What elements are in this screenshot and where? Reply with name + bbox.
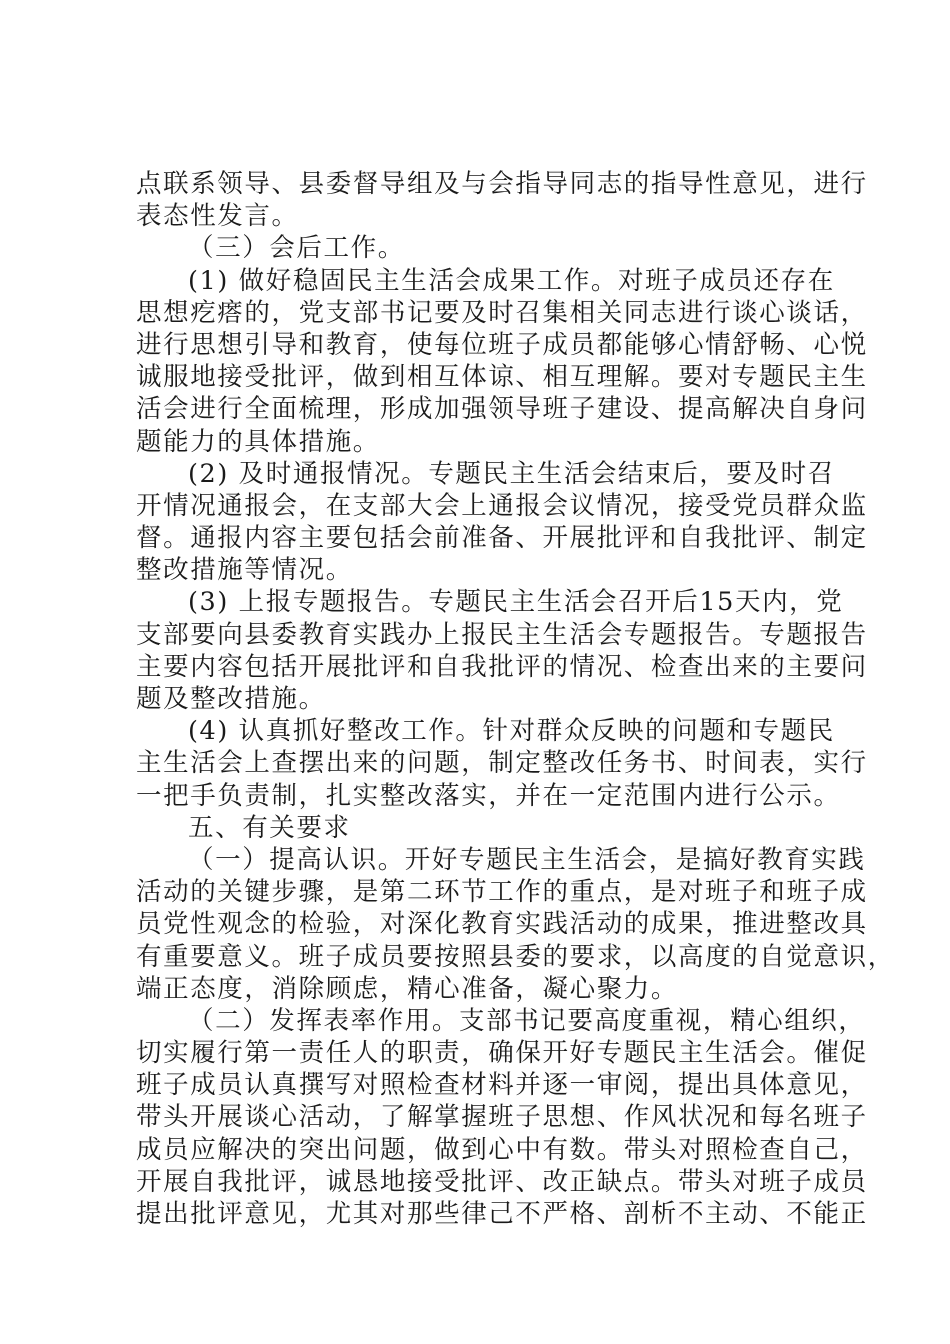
text-line: （一）提高认识。开好专题民主生活会，是搞好教育实践 <box>188 844 866 875</box>
text-line: 活动的关键步骤，是第二环节工作的重点，是对班子和班子成 <box>136 877 868 908</box>
text-line: 题及整改措施。 <box>136 684 326 714</box>
text-line: （三）会后工作。 <box>188 233 405 264</box>
text-line: (4) 认真抓好整改工作。针对群众反映的问题和专题民 <box>188 716 835 747</box>
text-line: 思想疙瘩的，党支部书记要及时召集相关同志进行谈心谈话， <box>136 297 868 328</box>
text-line: 主生活会上查摆出来的问题，制定整改任务书、时间表，实行 <box>136 748 868 779</box>
text-line: 督。通报内容主要包括会前准备、开展批评和自我批评、制定 <box>136 523 868 554</box>
text-line: 提出批评意见，尤其对那些律己不严格、剖析不主动、不能正 <box>136 1199 868 1229</box>
text-line: 题能力的具体措施。 <box>136 426 380 457</box>
text-line: (3) 上报专题报告。专题民主生活会召开后15天内，党 <box>188 587 844 618</box>
text-line: 班子成员认真撰写对照检查材料并逐一审阅，提出具体意见， <box>136 1070 868 1101</box>
text-line: 开展自我批评，诚恳地接受批评、改正缺点。带头对班子成员 <box>136 1166 868 1197</box>
text-line: （二）发挥表率作用。支部书记要高度重视，精心组织， <box>188 1005 866 1036</box>
text-line: 带头开展谈心活动，了解掌握班子思想、作风状况和每名班子 <box>136 1102 868 1133</box>
document-body <box>136 168 895 1230</box>
text-line: (2) 及时通报情况。专题民主生活会结束后，要及时召 <box>188 458 835 489</box>
text-line: 支部要向县委教育实践办上报民主生活会专题报告。专题报告 <box>136 619 868 650</box>
text-line: 成员应解决的突出问题，做到心中有数。带头对照检查自己， <box>136 1134 868 1165</box>
text-line: 有重要意义。班子成员要按照县委的要求，以高度的自觉意识， <box>136 941 895 972</box>
text-line: 一把手负责制，扎实整改落实，并在一定范围内进行公示。 <box>136 780 841 811</box>
text-line: 端正态度，消除顾虑，精心准备，凝心聚力。 <box>136 973 679 1004</box>
text-line: 诚服地接受批评，做到相互体谅、相互理解。要对专题民主生 <box>136 362 868 393</box>
text-line: (1) 做好稳固民主生活会成果工作。对班子成员还存在 <box>188 265 835 296</box>
text-line: 点联系领导、县委督导组及与会指导同志的指导性意见，进行 <box>136 169 868 199</box>
text-line: 整改措施等情况。 <box>136 555 353 586</box>
text-line: 表态性发言。 <box>136 201 299 232</box>
text-line: 开情况通报会，在支部大会上通报会议情况，接受党员群众监 <box>136 490 868 521</box>
text-line: 活会进行全面梳理，形成加强领导班子建设、提高解决自身问 <box>136 394 868 425</box>
text-line: 进行思想引导和教育，使每位班子成员都能够心情舒畅、心悦 <box>136 329 868 360</box>
text-line: 五、有关要求 <box>188 812 351 843</box>
text-line: 主要内容包括开展批评和自我批评的情况、检查出来的主要问 <box>136 651 868 682</box>
text-line: 切实履行第一责任人的职责，确保开好专题民主生活会。催促 <box>136 1038 868 1069</box>
text-line: 员党性观念的检验，对深化教育实践活动的成果，推进整改具 <box>136 909 868 940</box>
